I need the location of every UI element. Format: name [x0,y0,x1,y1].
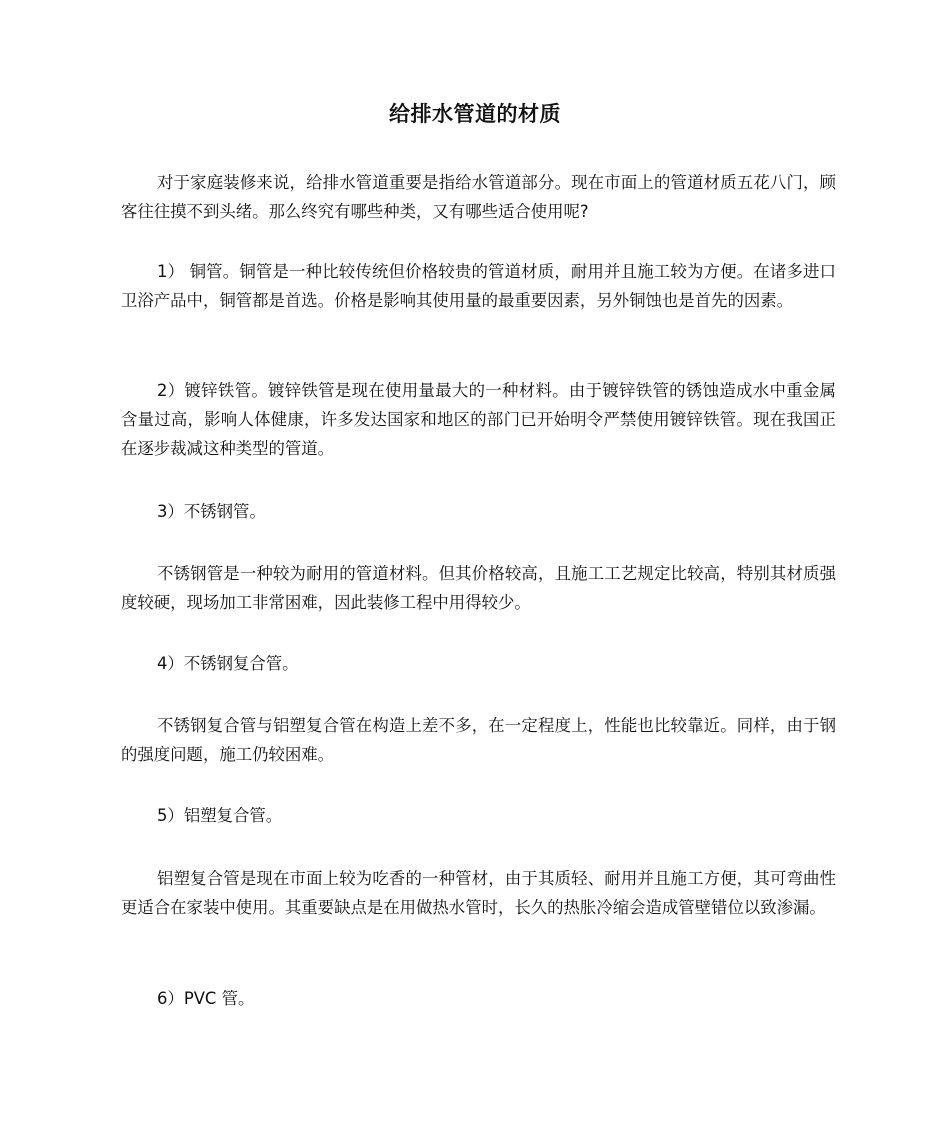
paragraph-aluminum-plastic-pipe: 铝塑复合管是现在市面上较为吃香的一种管材，由于其质轻、耐用并且施工方便，其可弯曲性更适合在家装中使用。其重要缺点是在用做热水管时，长久的热胀冷缩会造成管壁错位以致渗漏。 [121,869,836,917]
paragraph-stainless-pipe: 不锈钢管是一种较为耐用的管道材料。但其价格较高，且施工工艺规定比较高，特别其材质强度较硬，现场加工非常困难，因此装修工程中用得较少。 [121,564,836,612]
paragraph-intro: 对于家庭装修来说，给排水管道重要是指给水管道部分。现在市面上的管道材质五花八门，顾客往往摸不到头绪。那么终究有哪些种类，又有哪些适合使用呢? [121,173,836,221]
paragraph-galvanized-pipe: 2）镀锌铁管。镀锌铁管是现在使用量最大的一种材料。由于镀锌铁管的锈蚀造成水中重金属含量过高，影响人体健康，许多发达国家和地区的部门已开始明令严禁使用镀锌铁管。现在我国正在逐步裁减这种类型的管道。 [121,381,836,458]
heading-aluminum-plastic-pipe: 5）铝塑复合管。 [157,806,283,825]
paragraph-stainless-composite-pipe: 不锈钢复合管与铝塑复合管在构造上差不多，在一定程度上，性能也比较靠近。同样，由于钢的强度问题，施工仍较困难。 [121,716,836,764]
paragraph-copper-pipe: 1） 铜管。铜管是一种比较传统但价格较贵的管道材质，耐用并且施工较为方便。在诸多进口卫浴产品中，铜管都是首选。价格是影响其使用量的最重要因素，另外铜蚀也是首先的因素。 [121,262,836,310]
document-title: 给排水管道的材质 [389,102,561,126]
heading-pvc-pipe: 6）PVC 管。 [157,989,255,1008]
heading-stainless-composite-pipe: 4）不锈钢复合管。 [157,654,299,673]
heading-stainless-pipe: 3）不锈钢管。 [157,502,266,521]
